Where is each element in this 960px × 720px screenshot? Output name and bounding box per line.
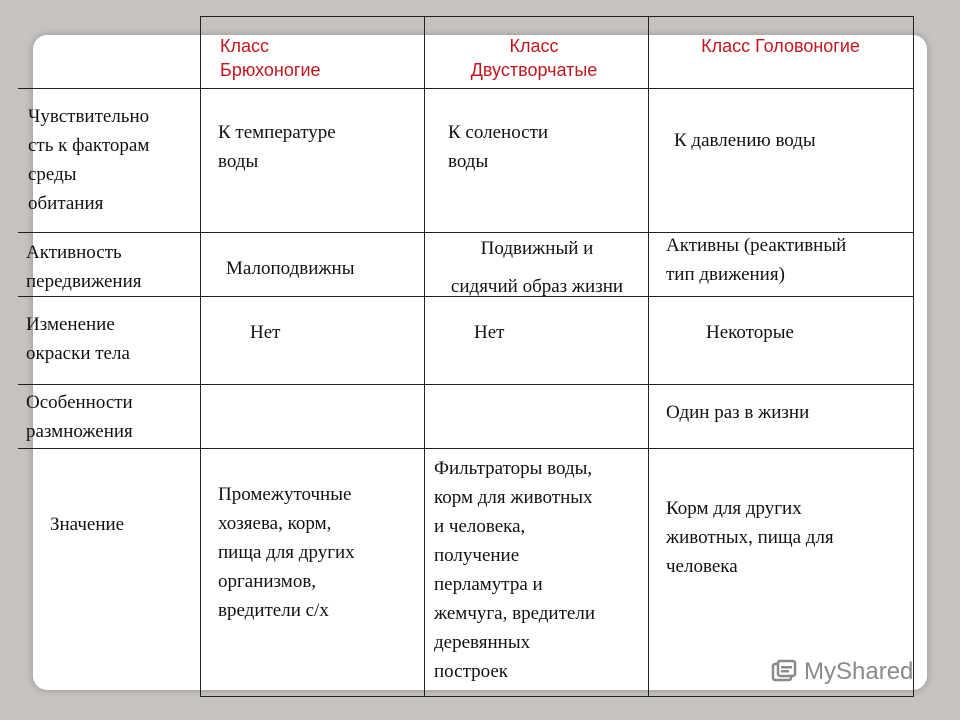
row-label-coloration: Изменение окраски тела <box>26 314 130 364</box>
watermark-text: MyShared <box>804 658 914 685</box>
header-gastropoda: Класс Брюхоногие <box>220 36 321 80</box>
header-cephalopoda: Класс Головоногие <box>701 36 860 56</box>
cell-gastropoda-sensitivity: К температуре воды <box>218 122 336 172</box>
cell-gastropoda-significance: Промежуточные хозяева, корм, пища для других организмов, вредители с/х <box>218 484 355 621</box>
cell-bivalvia-mobility: Подвижный и сидячий образ жизни <box>450 238 624 297</box>
cell-cephalopoda-mobility: Активны (реактивный тип движения) <box>666 235 847 285</box>
cell-bivalvia-sensitivity: К солености воды <box>448 122 549 172</box>
table-border <box>200 16 201 697</box>
cell-cephalopoda-coloration: Некоторые <box>706 322 794 343</box>
row-label-mobility: Активность передвижения <box>26 242 142 292</box>
table-border <box>18 88 914 89</box>
table-border <box>913 16 914 697</box>
table-border <box>18 384 914 385</box>
cell-cephalopoda-significance: Корм для других животных, пища для человека <box>666 498 834 577</box>
table-border <box>200 696 914 697</box>
myshared-logo-icon <box>770 658 798 686</box>
table-border <box>200 16 914 17</box>
cell-cephalopoda-sensitivity: К давлению воды <box>674 130 816 151</box>
row-label-sensitivity: Чувствительно сть к факторам среды обитания <box>28 106 150 214</box>
cell-bivalvia-significance: Фильтраторы воды, корм для животных и человека, получение перламутра и жемчуга, вредители деревянных построек <box>434 458 595 682</box>
row-label-reproduction: Особенности размножения <box>26 392 133 442</box>
cell-gastropoda-coloration: Нет <box>250 322 281 343</box>
cell-cephalopoda-reproduction: Один раз в жизни <box>666 402 810 423</box>
cell-bivalvia-coloration: Нет <box>474 322 505 343</box>
myshared-watermark <box>770 658 913 686</box>
table-border <box>648 16 649 697</box>
header-bivalvia: Класс Двустворчатые <box>470 36 598 80</box>
cell-gastropoda-mobility: Малоподвижны <box>226 258 355 279</box>
table-border <box>18 448 914 449</box>
table-border <box>424 16 425 697</box>
row-label-significance: Значение <box>50 514 125 535</box>
